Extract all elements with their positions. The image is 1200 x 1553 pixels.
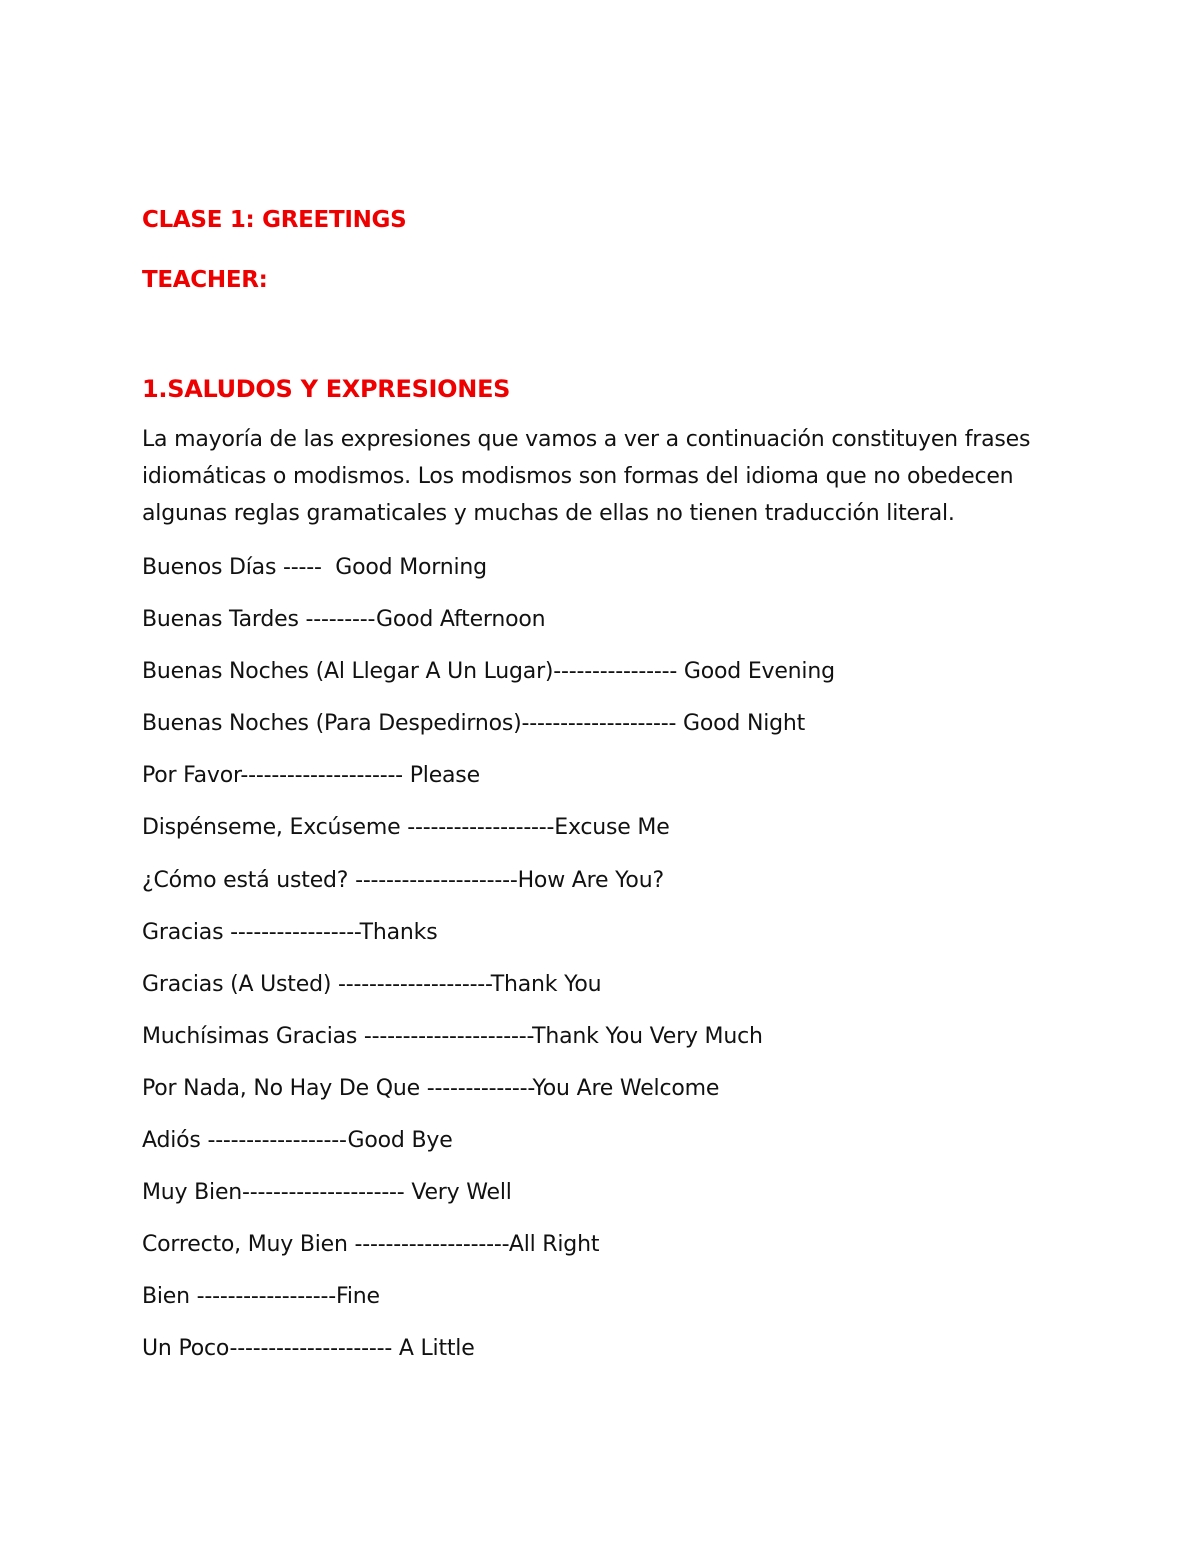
phrase-item: Un Poco--------------------- A Little [142, 1336, 475, 1362]
phrase-item: Muchísimas Gracias ----------------------Thank You Very Much [142, 1023, 763, 1049]
phrase-item: Por Nada, No Hay De Que --------------You Are Welcome [142, 1075, 720, 1101]
phrase-item: Gracias (A Usted) --------------------Thank You [142, 971, 602, 997]
phrase-item: Bien ------------------Fine [142, 1284, 380, 1310]
phrase-item: Correcto, Muy Bien --------------------All Right [142, 1232, 600, 1258]
phrase-item: Buenos Días ----- Good Morning [142, 555, 487, 580]
phrase-item: Buenas Noches (Para Despedirnos)-------------------- Good Night [142, 711, 806, 737]
phrase-item: Muy Bien--------------------- Very Well [142, 1180, 512, 1206]
phrase-item: Gracias -----------------Thanks [142, 919, 438, 945]
class-title: CLASE 1: GREETINGS [142, 207, 407, 233]
document-body [142, 202, 1062, 1388]
phrase-item: Adiós ------------------Good Bye [142, 1128, 453, 1154]
phrase-item: Buenas Noches (Al Llegar A Un Lugar)---------------- Good Evening [142, 659, 835, 685]
section-title: 1.SALUDOS Y EXPRESIONES [142, 375, 511, 403]
teacher-label: TEACHER: [142, 267, 268, 293]
intro-paragraph: La mayoría de las expresiones que vamos a ver a continuación constituyen frases idiomáticas o modismos. Los modismos son formas del idioma que no obedecen algunas reglas gramaticales y muchas de ellas no tienen traducción literal. [142, 427, 1031, 526]
phrase-item: Por Favor--------------------- Please [142, 763, 480, 789]
phrase-item: Buenas Tardes ---------Good Afternoon [142, 607, 546, 633]
phrase-list [142, 554, 1062, 1388]
phrase-item: ¿Cómo está usted? ---------------------How Are You? [142, 867, 664, 893]
phrase-item: Dispénseme, Excúseme -------------------Excuse Me [142, 815, 670, 841]
